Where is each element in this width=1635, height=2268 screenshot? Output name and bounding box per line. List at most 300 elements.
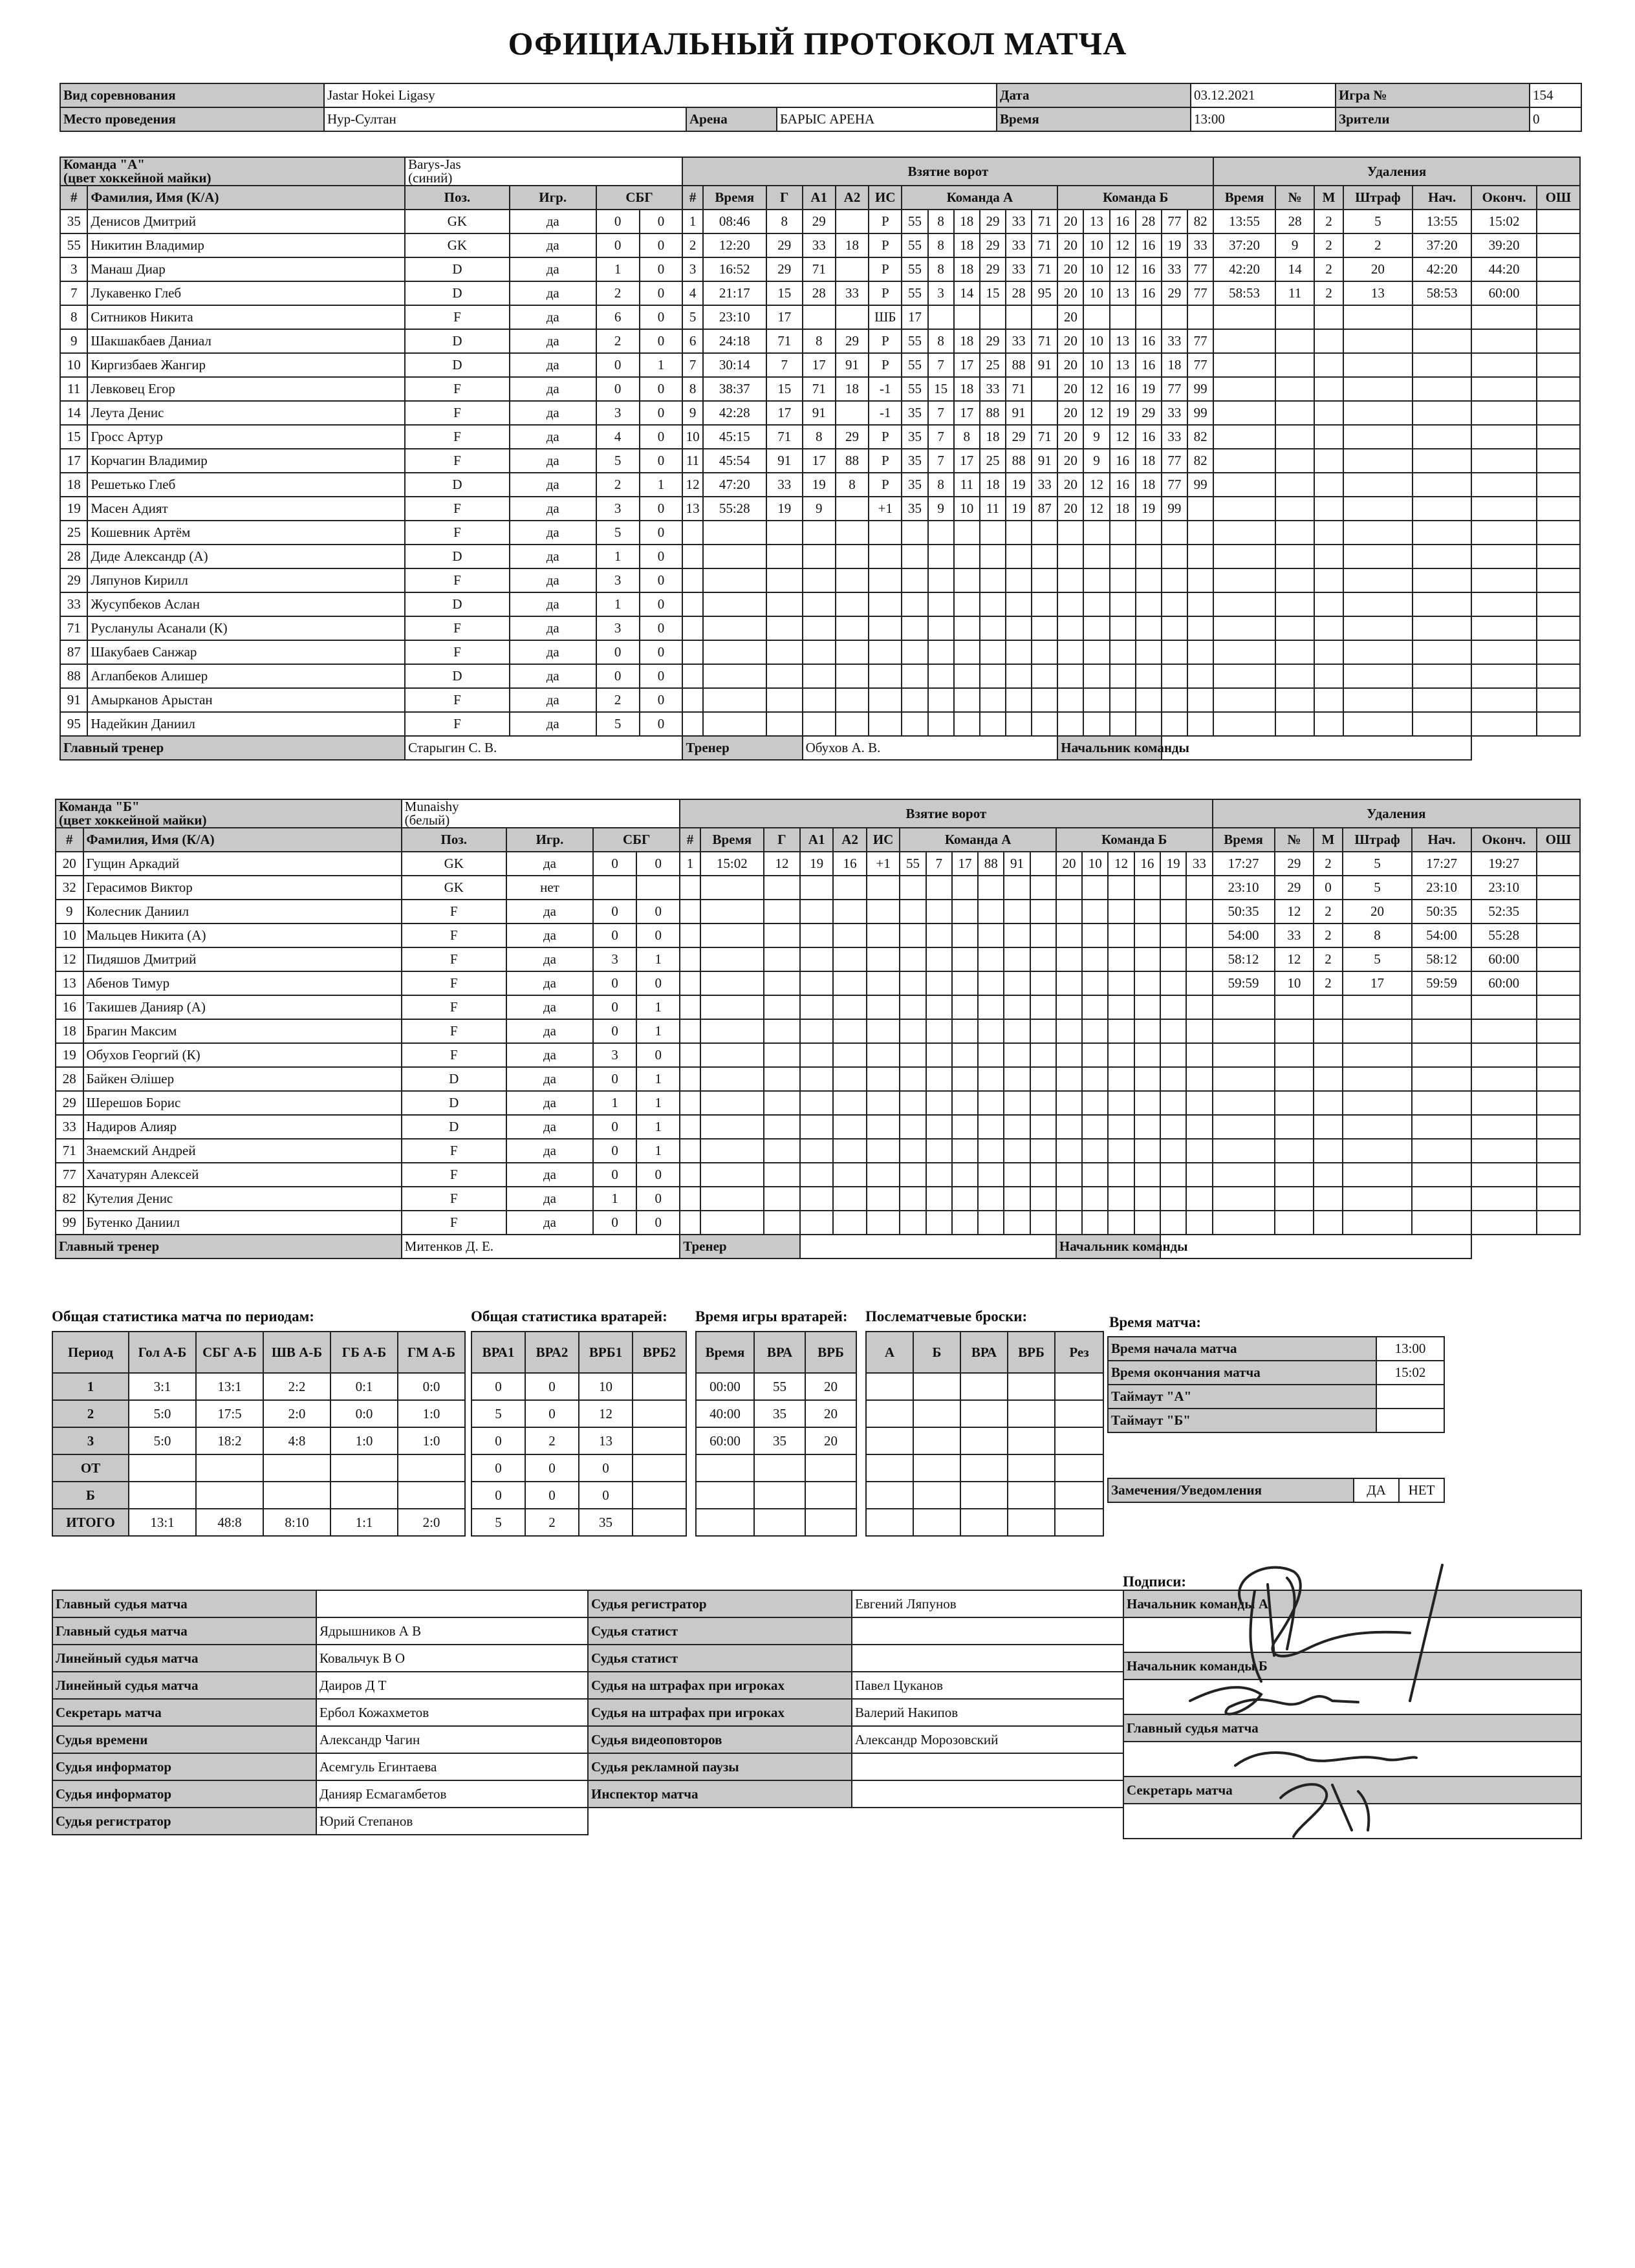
goal-cell [700, 1115, 764, 1139]
goalie-time-cell: 40:00 [696, 1400, 754, 1427]
goal-cell [978, 971, 1004, 995]
goal-cell: 16 [1136, 425, 1162, 449]
player-position: F [405, 640, 510, 664]
official-name [852, 1780, 1123, 1808]
table-row [56, 971, 1580, 995]
goal-cell: 18 [980, 473, 1006, 497]
goal-cell [764, 1067, 800, 1091]
goal-cell [1108, 947, 1134, 971]
player-played: да [510, 425, 596, 449]
table-row [56, 1091, 1580, 1115]
table-row [696, 1400, 856, 1427]
goal-cell: 10 [1083, 257, 1109, 281]
penalty-cell: 15:02 [1471, 210, 1536, 233]
goal-cell [1162, 712, 1187, 736]
goal-cell [1083, 664, 1109, 688]
goal-cell: 29 [980, 329, 1006, 353]
goal-cell [682, 592, 702, 616]
player-name: Обухов Георгий (К) [83, 1043, 402, 1067]
penalty-cell: 58:12 [1412, 947, 1471, 971]
goal-cell [1006, 616, 1032, 640]
goal-cell [902, 568, 927, 592]
goal-cell [1162, 616, 1187, 640]
goal-cell [1162, 664, 1187, 688]
team-label-line2: (цвет хоккейной майки) [63, 170, 211, 186]
player-sbg2: 0 [640, 233, 683, 257]
goal-cell [900, 971, 926, 995]
goal-cell [1082, 995, 1108, 1019]
goal-cell: 20 [1057, 329, 1083, 353]
shootout-cell [1008, 1482, 1055, 1509]
match-end-label: Время окончания матча [1108, 1361, 1376, 1385]
goal-cell [900, 876, 926, 900]
goal-cell [954, 545, 980, 568]
goal-cell: 25 [980, 353, 1006, 377]
goalie-time-cell [805, 1509, 856, 1536]
goal-cell: 33 [980, 377, 1006, 401]
manager-value [1162, 736, 1472, 760]
goal-cell [1004, 1139, 1030, 1163]
penalty-cell [1275, 401, 1314, 425]
penalty-cell [1413, 377, 1471, 401]
goal-cell [900, 1187, 926, 1211]
goal-cell [1082, 971, 1108, 995]
shootout-cell [913, 1373, 960, 1400]
goalie-cell: 0 [525, 1400, 579, 1427]
table-row [60, 329, 1580, 353]
goal-cell [1006, 688, 1032, 712]
goal-cell: 28 [1136, 210, 1162, 233]
penalty-cell [1314, 1211, 1343, 1235]
official-name: Валерий Накипов [852, 1699, 1123, 1726]
player-sbg: 3 [593, 947, 636, 971]
goal-col-header: ИС [869, 186, 902, 210]
penalty-cell [1412, 1211, 1471, 1235]
player-played: да [510, 497, 596, 521]
goal-cell: 18 [1162, 353, 1187, 377]
penalty-cell [1314, 1163, 1343, 1187]
player-number: 16 [56, 995, 83, 1019]
goal-cell [680, 995, 700, 1019]
goalie-cell: 13 [579, 1427, 633, 1454]
goal-cell: 7 [928, 353, 954, 377]
player-name: Абенов Тимур [83, 971, 402, 995]
goal-cell [867, 1139, 900, 1163]
goal-cell: 16 [1110, 473, 1136, 497]
col-pos: Поз. [402, 828, 506, 852]
goal-cell: 19 [1006, 497, 1032, 521]
penalty-cell [1275, 329, 1314, 353]
coach-label: Тренер [680, 1235, 800, 1258]
goal-cell: 47:20 [703, 473, 766, 497]
goal-cell [954, 592, 980, 616]
player-sbg2: 0 [640, 688, 683, 712]
penalty-cell [1471, 1019, 1537, 1043]
table-row [696, 1373, 856, 1400]
goalie-time-cell [805, 1454, 856, 1482]
goal-cell: 20 [1057, 257, 1083, 281]
table-row [60, 521, 1580, 545]
goalie-cell [633, 1373, 686, 1400]
player-name: Шакубаев Санжар [87, 640, 405, 664]
penalty-cell [1413, 401, 1471, 425]
goal-cell [764, 1211, 800, 1235]
table-row [471, 1482, 686, 1509]
official-role: Секретарь матча [52, 1699, 316, 1726]
goal-cell [867, 1043, 900, 1067]
goal-cell: 77 [1162, 377, 1187, 401]
penalty-cell [1314, 425, 1343, 449]
goal-cell: 82 [1187, 449, 1213, 473]
goal-cell: 28 [1006, 281, 1032, 305]
goal-cell: 12:20 [703, 233, 766, 257]
goal-cell [980, 616, 1006, 640]
goal-cell [1134, 900, 1160, 923]
penalty-cell [1412, 1163, 1471, 1187]
goal-cell [1110, 568, 1136, 592]
goal-cell [1083, 305, 1109, 329]
goal-cell [978, 1139, 1004, 1163]
goal-cell: 33 [1032, 473, 1057, 497]
goal-cell [680, 923, 700, 947]
penalty-cell [1275, 616, 1314, 640]
player-sbg2: 1 [636, 947, 680, 971]
goal-cell [766, 664, 803, 688]
player-played: да [506, 1091, 593, 1115]
penalty-cell: 58:53 [1213, 281, 1275, 305]
player-name: Хачатурян Алексей [83, 1163, 402, 1187]
goal-cell [1108, 1043, 1134, 1067]
goal-cell: 13 [1110, 281, 1136, 305]
goal-cell [1004, 1163, 1030, 1187]
goal-cell [1187, 640, 1213, 664]
col-player: Фамилия, Имя (К/А) [83, 828, 402, 852]
period-cell: 1:1 [330, 1509, 398, 1536]
period-header: ШВ А-Б [263, 1332, 330, 1373]
penalty-cell [1343, 1019, 1412, 1043]
goal-cell [803, 688, 836, 712]
goal-cell: 71 [1006, 377, 1032, 401]
player-sbg: 1 [596, 545, 640, 568]
goal-cell [764, 947, 800, 971]
goal-cell [833, 1067, 866, 1091]
goal-cell [833, 923, 866, 947]
period-header: СБГ А-Б [196, 1332, 263, 1373]
goal-cell [1136, 712, 1162, 736]
penalty-cell [1471, 1211, 1537, 1235]
goal-cell [980, 664, 1006, 688]
col-num: # [56, 828, 83, 852]
shootout-cell [866, 1373, 913, 1400]
goalie-cell: 0 [525, 1482, 579, 1509]
goal-cell [800, 923, 833, 947]
goal-cell [867, 1091, 900, 1115]
goal-cell [978, 923, 1004, 947]
player-position: D [402, 1115, 506, 1139]
player-number: 7 [60, 281, 87, 305]
goal-cell [700, 1019, 764, 1043]
goalie-cell [633, 1509, 686, 1536]
goal-col-header: Время [700, 828, 764, 852]
penalty-cell [1213, 377, 1275, 401]
goal-cell [867, 923, 900, 947]
penalty-cell [1537, 545, 1580, 568]
goal-cell: 16 [1110, 210, 1136, 233]
player-played: да [510, 712, 596, 736]
penalty-cell [1275, 377, 1314, 401]
period-cell: 0:0 [398, 1373, 465, 1400]
player-name: Решетько Глеб [87, 473, 405, 497]
penalty-cell: 17:27 [1412, 852, 1471, 876]
official-name: Александр Чагин [316, 1726, 588, 1753]
goal-cell: 99 [1187, 377, 1213, 401]
table-row [60, 425, 1580, 449]
remarks-label: Замечения/Уведомления [1108, 1478, 1354, 1502]
penalty-cell [1343, 329, 1413, 353]
goalie-time-cell [754, 1454, 805, 1482]
goal-cell [1160, 1043, 1186, 1067]
penalty-cell [1314, 664, 1343, 688]
head-coach-label: Главный тренер [60, 736, 405, 760]
penalty-cell [1314, 1139, 1343, 1163]
shootout-cell [913, 1482, 960, 1509]
period-cell: ОТ [52, 1454, 129, 1482]
goal-cell [1082, 1139, 1108, 1163]
goal-col-header: Время [703, 186, 766, 210]
penalty-cell: 39:20 [1471, 233, 1536, 257]
table-row [60, 233, 1580, 257]
goal-cell [1160, 1163, 1186, 1187]
period-cell: 5:0 [129, 1400, 196, 1427]
goal-cell [900, 1139, 926, 1163]
penalty-cell [1275, 640, 1314, 664]
penalty-cell [1537, 521, 1580, 545]
penalty-cell [1314, 449, 1343, 473]
goal-cell [978, 1091, 1004, 1115]
team-name [402, 799, 680, 828]
goal-cell: 17 [803, 449, 836, 473]
goal-cell [978, 876, 1004, 900]
shootout-cell [866, 1427, 913, 1454]
penalty-cell [1413, 664, 1471, 688]
goal-cell [1136, 305, 1162, 329]
goal-cell: 77 [1187, 329, 1213, 353]
player-name: Ситников Никита [87, 305, 405, 329]
goal-cell [1057, 712, 1083, 736]
goal-cell [867, 1067, 900, 1091]
penalty-cell [1314, 1043, 1343, 1067]
shootout-header: Б [913, 1332, 960, 1373]
goal-cell [1004, 876, 1030, 900]
table-row [60, 640, 1580, 664]
goal-cell: 18 [954, 257, 980, 281]
goal-cell: 8 [928, 233, 954, 257]
goal-cell [1134, 876, 1160, 900]
goal-cell: 13 [1110, 353, 1136, 377]
goal-cell: 08:46 [703, 210, 766, 233]
player-sbg: 0 [596, 233, 640, 257]
goal-cell [978, 1211, 1004, 1235]
goal-cell [1030, 1091, 1056, 1115]
goal-cell: 77 [1162, 473, 1187, 497]
player-sbg: 0 [593, 900, 636, 923]
goal-cell: 4 [682, 281, 702, 305]
player-played: да [506, 1115, 593, 1139]
goal-cell [803, 640, 836, 664]
goal-cell: Р [869, 233, 902, 257]
goal-cell: 35 [902, 425, 927, 449]
player-name: Бутенко Даниил [83, 1211, 402, 1235]
goal-cell: 7 [766, 353, 803, 377]
player-sbg: 6 [596, 305, 640, 329]
spectators-value: 0 [1530, 107, 1581, 131]
goal-cell [1004, 1019, 1030, 1043]
goal-cell: 99 [1162, 497, 1187, 521]
goal-cell [952, 1115, 978, 1139]
player-played: да [510, 473, 596, 497]
penalty-cell [1275, 1187, 1314, 1211]
goal-cell: 18 [954, 329, 980, 353]
shootout-cell [1055, 1400, 1103, 1427]
goal-cell [836, 210, 869, 233]
penalty-cell [1471, 712, 1536, 736]
player-name: Масен Адият [87, 497, 405, 521]
table-row [56, 1115, 1580, 1139]
player-sbg: 1 [596, 592, 640, 616]
goal-cell: 20 [1057, 305, 1083, 329]
player-name: Леута Денис [87, 401, 405, 425]
period-cell: 2:0 [398, 1509, 465, 1536]
shootout-table [865, 1331, 1104, 1537]
goal-cell: 77 [1187, 353, 1213, 377]
goal-cell [1136, 640, 1162, 664]
goal-cell: 8 [836, 473, 869, 497]
player-sbg2: 0 [640, 449, 683, 473]
goal-cell [1136, 592, 1162, 616]
player-name: Надиров Алияр [83, 1115, 402, 1139]
player-sbg: 2 [596, 281, 640, 305]
penalty-cell [1343, 545, 1413, 568]
table-row [56, 995, 1580, 1019]
goal-cell [1030, 1019, 1056, 1043]
player-position: F [402, 947, 506, 971]
shootout-cell [913, 1454, 960, 1482]
goal-cell: 8 [766, 210, 803, 233]
player-number: 77 [56, 1163, 83, 1187]
player-name: Жусупбеков Аслан [87, 592, 405, 616]
table-row [696, 1454, 856, 1482]
goal-cell [1160, 1019, 1186, 1043]
goal-cell [766, 568, 803, 592]
period-stats-table [52, 1331, 466, 1537]
goal-cell [902, 521, 927, 545]
goal-cell [869, 712, 902, 736]
penalty-cell: 17 [1343, 971, 1412, 995]
table-row [52, 1645, 588, 1672]
team-a-table [60, 157, 1581, 761]
period-cell: 1:0 [330, 1427, 398, 1454]
player-played: да [510, 353, 596, 377]
penalty-cell [1413, 497, 1471, 521]
table-row [866, 1454, 1103, 1482]
goal-cell: 17 [954, 401, 980, 425]
player-sbg: 5 [596, 521, 640, 545]
player-sbg2: 0 [640, 425, 683, 449]
goalie-time-cell [805, 1482, 856, 1509]
penalty-col-header: Нач. [1412, 828, 1471, 852]
table-row [696, 1482, 856, 1509]
goal-cell [1030, 923, 1056, 947]
table-row [471, 1373, 686, 1400]
player-number: 71 [60, 616, 87, 640]
period-cell [196, 1454, 263, 1482]
official-name [852, 1753, 1123, 1780]
penalty-cell [1213, 616, 1275, 640]
player-name: Диде Александр (А) [87, 545, 405, 568]
goal-cell [680, 1115, 700, 1139]
penalty-cell [1213, 1019, 1275, 1043]
goal-cell: 35 [902, 497, 927, 521]
goal-cell [1032, 640, 1057, 664]
player-position: GK [402, 852, 506, 876]
goal-cell: 10 [1083, 281, 1109, 305]
goal-cell: 35 [902, 473, 927, 497]
goal-cell [836, 688, 869, 712]
penalty-cell [1314, 401, 1343, 425]
goal-cell: 7 [926, 852, 952, 876]
penalty-cell [1537, 876, 1580, 900]
player-name: Ляпунов Кирилл [87, 568, 405, 592]
player-number: 87 [60, 640, 87, 664]
player-sbg2: 1 [636, 995, 680, 1019]
goal-cell [900, 1163, 926, 1187]
official-name: Ядрышников А В [316, 1617, 588, 1645]
shootout-cell [913, 1509, 960, 1536]
table-row [56, 852, 1580, 876]
goal-cell [680, 971, 700, 995]
goal-cell: 20 [1057, 210, 1083, 233]
penalty-cell [1275, 1163, 1314, 1187]
goal-col-header: Г [764, 828, 800, 852]
goal-cell [952, 971, 978, 995]
team-b-table [55, 799, 1581, 1259]
player-name: Пидяшов Дмитрий [83, 947, 402, 971]
goal-cell: 9 [1083, 449, 1109, 473]
penalty-cell [1537, 568, 1580, 592]
goal-col-header: # [680, 828, 700, 852]
goal-cell [766, 616, 803, 640]
signatures-title: Подписи: [1123, 1573, 1186, 1590]
shootout-cell [1008, 1373, 1055, 1400]
goal-cell: 13 [1083, 210, 1109, 233]
goal-cell: 17 [952, 852, 978, 876]
player-sbg2: 0 [636, 971, 680, 995]
team-label [56, 799, 402, 828]
player-number: 33 [56, 1115, 83, 1139]
goal-cell: 17 [954, 353, 980, 377]
player-name: Шакшакбаев Даниал [87, 329, 405, 353]
player-position: D [405, 473, 510, 497]
goal-cell: 18 [980, 425, 1006, 449]
player-sbg2: 0 [640, 257, 683, 281]
penalty-cell [1537, 640, 1580, 664]
player-sbg2: 0 [640, 521, 683, 545]
goal-cell [1083, 592, 1109, 616]
goal-cell: 18 [954, 233, 980, 257]
penalty-cell [1537, 1115, 1580, 1139]
penalty-cell [1471, 640, 1536, 664]
table-row [56, 1067, 1580, 1091]
